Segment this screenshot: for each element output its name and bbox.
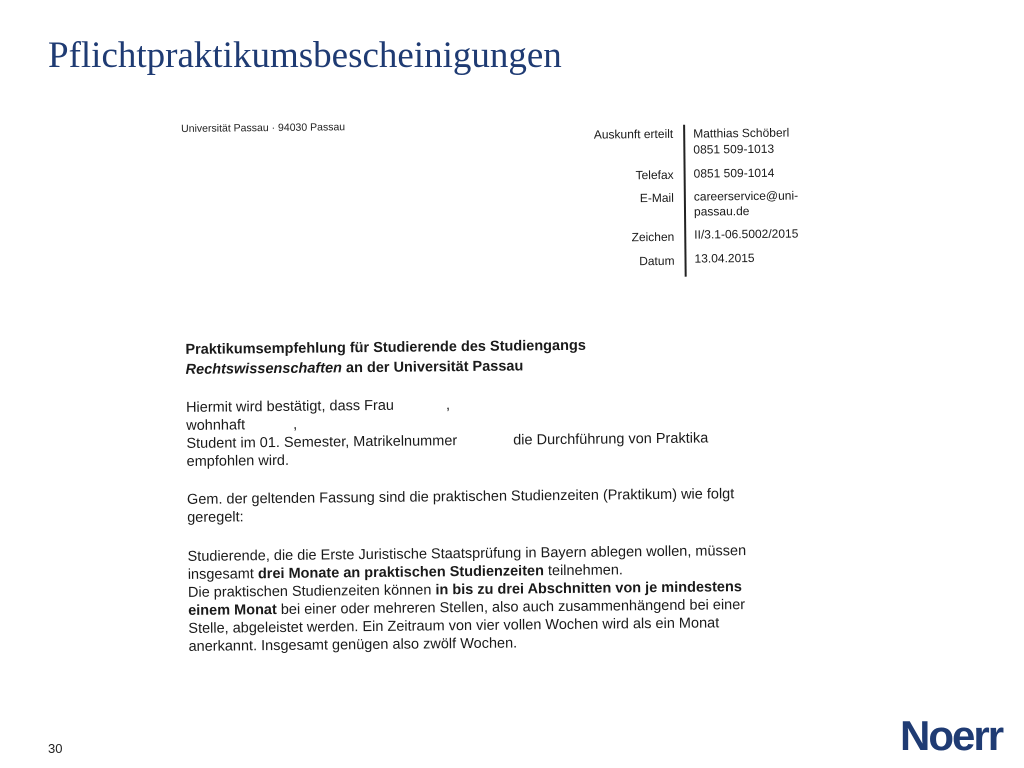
p1-line1a: Hiermit wird bestätigt, dass Frau xyxy=(185,397,395,416)
p3-line4a-bold: einem Monat xyxy=(188,601,277,619)
info-label-zeichen: Zeichen xyxy=(631,229,675,245)
info-value-name: Matthias Schöberl xyxy=(693,125,790,141)
info-label-auskunft: Auskunft erteilt xyxy=(593,126,674,142)
p3-line2a: insgesamt xyxy=(187,566,258,583)
p1-line2 xyxy=(186,416,297,435)
page-number: 30 xyxy=(48,741,63,756)
p2-line1: Gem. der geltenden Fassung sind die praktischen Studienzeiten (Praktikum) wie folgt xyxy=(186,486,735,508)
letter-heading-line2 xyxy=(186,358,524,378)
p1-line1b: , xyxy=(445,397,451,414)
p3-line1: Studierende, die die Erste Juristische Staatsprüfung in Bayern ablegen wollen, müssen xyxy=(187,543,747,565)
info-value-email-2: passau.de xyxy=(693,204,750,219)
info-value-datum: 13.04.2015 xyxy=(694,250,755,266)
info-value-email-1: careerservice@uni- xyxy=(693,188,799,204)
sender-address: Universität Passau · 94030 Passau xyxy=(181,121,346,135)
p3-line3a: Die praktischen Studienzeiten können xyxy=(187,582,436,601)
p3-line2b-bold: drei Monate an praktischen Studienzeiten xyxy=(257,563,545,583)
p1-line2b: , xyxy=(292,416,298,433)
heading-italic-part: Rechtswissenschaften xyxy=(185,360,343,378)
scanned-letter xyxy=(178,111,834,668)
p2-line2: geregelt: xyxy=(187,509,244,526)
info-divider xyxy=(683,125,687,277)
heading-rest: an der Universität Passau xyxy=(341,358,524,377)
p1-line1 xyxy=(186,396,450,417)
p3-line6: anerkannt. Insgesamt genügen also zwölf Wochen. xyxy=(188,635,518,655)
p1-line3a: Student im 01. Semester, Matrikelnummer xyxy=(186,433,458,452)
letter-heading-line1: Praktikumsempfehlung für Studierende des Studiengangs xyxy=(185,337,586,358)
noerr-logo: Noerr xyxy=(900,712,1003,759)
p3-line3b-bold: in bis zu drei Abschnitten von je mindestens xyxy=(435,579,742,599)
p3-line4b: bei einer oder mehreren Stellen, also auch zusammenhängend bei einer xyxy=(276,597,746,618)
p1-line3b: die Durchführung von Praktika xyxy=(513,430,709,449)
info-label-email: E-Mail xyxy=(639,190,674,206)
info-value-phone: 0851 509-1013 xyxy=(693,141,775,157)
p1-line2a: wohnhaft xyxy=(186,417,246,434)
info-value-telefax: 0851 509-1014 xyxy=(693,165,775,181)
p3-line2c: teilnehmen. xyxy=(543,562,624,580)
slide-title: Pflichtpraktikumsbescheinigungen xyxy=(48,35,562,76)
p1-line4: empfohlen wird. xyxy=(186,452,290,470)
info-label-datum: Datum xyxy=(639,253,675,269)
info-value-zeichen: II/3.1-06.5002/2015 xyxy=(694,226,799,242)
p3-line5: Stelle, abgeleistet werden. Ein Zeitraum von vier vollen Wochen wird als ein Monat xyxy=(188,615,720,637)
info-label-telefax: Telefax xyxy=(635,167,674,183)
